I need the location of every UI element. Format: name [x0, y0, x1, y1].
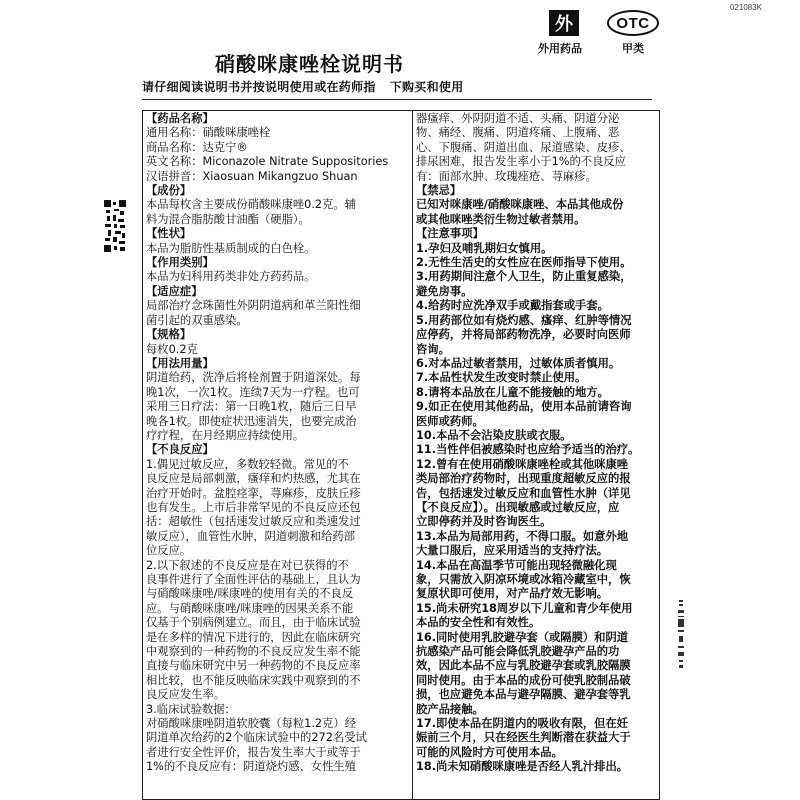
text-line: 告，包括速发过敏反应和血管性水肿（详见	[416, 486, 631, 500]
section-heading: 【适应症】	[146, 284, 203, 298]
text-line: 位反应。	[146, 544, 192, 558]
text-line: 15.尚未研究18周岁以下儿童和青少年使用	[416, 601, 633, 615]
text-line: 同时使用。由于本品的成份可使乳胶制品破	[416, 673, 631, 687]
text-line: 通用名称：硝酸咪康唑栓	[146, 126, 271, 140]
section-heading: 【规格】	[146, 328, 192, 342]
barcode-qr-icon	[104, 200, 126, 252]
text-line: 直接与临床研究中另一种药物的不良反应率	[146, 659, 361, 673]
text-line: 效，因此本品不应与乳胶避孕套或乳胶隔膜	[416, 659, 631, 673]
text-line: 器瘙痒、外阴阴道不适、头痛、阴道分泌	[416, 112, 620, 125]
text-line: 13.本品为局部用药，不得口服。如意外地	[416, 529, 629, 543]
text-line: 对硝酸咪康唑阴道软胶囊（每粒1.2克）经	[146, 717, 357, 731]
text-line: 括：超敏性（包括速发过敏反应和类速发过	[146, 515, 361, 529]
text-line: 复原状即可使用，对产品疗效无影响。	[416, 587, 609, 601]
text-line: 4.给药时应洗净双手或戴指套或手套。	[416, 299, 609, 313]
section-heading: 【用法用量】	[146, 356, 214, 370]
section-heading: 【不良反应】	[146, 443, 214, 457]
text-line: 胶产品接触。	[416, 702, 484, 716]
text-line: 晚1次，一次1枚。连续7天为一疗程。也可	[146, 385, 360, 399]
text-line: 抗感染产品可能会降低乳胶避孕产品的功	[416, 645, 620, 659]
document-code: 021083K	[729, 3, 762, 12]
reading-warning-part2: 下购买和使用	[389, 80, 464, 94]
text-line: 采用三日疗法：第一日晚1枚，随后三日早	[146, 400, 357, 414]
text-line: 娠前三个月，只在经医生判断潜在获益大于	[416, 731, 631, 745]
text-line: 治疗开始时。盆腔痉挛，荨麻疹，皮肤丘疹	[146, 486, 361, 500]
text-line: 菌引起的双重感染。	[146, 313, 248, 327]
section-heading: 【性状】	[146, 227, 192, 241]
text-line: 6.对本品过敏者禁用，过敏体质者慎用。	[416, 356, 621, 370]
text-line: 良事件进行了全面性评估的基础上，且认为	[146, 573, 361, 586]
text-line: 者进行安全性评价，报告发生率大于或等于	[146, 745, 361, 759]
section-heading: 【注意事项】	[416, 227, 484, 241]
text-line: 大量口服后，应采用适当的支持疗法。	[416, 544, 609, 558]
header-rule	[142, 99, 652, 100]
text-line: 仅基于个别病例建立。而且，由于临床试验	[146, 616, 361, 630]
external-use-label: 外用药品	[538, 42, 582, 55]
text-line: 应停药，并将局部药物洗净，必要时向医师	[416, 328, 631, 342]
text-line: 17.即使本品在阴道内的吸收有限，但在妊	[416, 717, 629, 731]
text-line: 敏反应），血管性水肿，阴道刺激和给药部	[146, 529, 355, 543]
text-line: 相比较，也不能反映临床实践中观察到的不	[146, 673, 361, 687]
column-divider	[412, 110, 413, 800]
text-line: 类局部治疗药物时，出现重度超敏反应的报	[416, 472, 631, 486]
text-line: 物、痛经、腹痛、阴道疼痛、上腹痛、恶	[416, 126, 620, 140]
text-line: 料为混合脂肪酸甘油酯（硬脂）。	[146, 212, 310, 226]
text-line: 14.本品在高温季节可能出现轻微融化现	[416, 558, 617, 572]
text-line: 局部治疗念珠菌性外阴阴道病和革兰阳性细	[146, 299, 361, 313]
text-line: 有：面部水肿、玫瑰痤疮、荨麻疹。	[416, 169, 597, 183]
text-line: 8.请将本品放在儿童不能接触的地方。	[416, 385, 609, 399]
text-line: 1.孕妇及哺乳期妇女慎用。	[416, 241, 553, 255]
text-line: 心、下腹痛、阴道出血、尿道感染、皮疹、	[416, 140, 631, 154]
document-title: 硝酸咪康唑栓说明书	[215, 52, 404, 76]
text-line: 已知对咪康唑/硝酸咪康唑、本品其他成份	[416, 198, 624, 212]
left-column	[146, 112, 408, 775]
text-line: 本品每枚含主要成份硝酸咪康唑0.2克。辅	[146, 198, 357, 212]
text-line: 立即停药并及时咨询医生。	[416, 515, 552, 529]
text-line: 2.以下叙述的不良反应是在对已获得的不	[146, 558, 349, 572]
text-line: 也有发生。上市后非常罕见的不良反应还包	[146, 500, 361, 514]
text-line: 疗疗程，在月经期应持续使用。	[146, 428, 305, 442]
text-line: 3.临床试验数据：	[146, 702, 236, 716]
text-line: 医师或药师。	[416, 414, 484, 428]
text-line: 11.当性伴侣被感染时也应给予适当的治疗。	[416, 443, 640, 457]
text-line: 2.无性生活史的女性应在医师指导下使用。	[416, 256, 632, 270]
text-line: 或其他咪唑类衍生物过敏者禁用。	[416, 212, 586, 226]
text-line: 象，只需放入阴凉环境或冰箱冷藏室中，恢	[416, 573, 631, 586]
side-registration-mark-icon	[676, 600, 686, 670]
text-line: 汉语拼音：Xiaosuan Mikangzuo Shuan	[146, 169, 358, 183]
text-line: 5.用药部位如有烧灼感、瘙痒、红肿等情况	[416, 313, 632, 327]
section-heading: 【药品名称】	[146, 112, 214, 125]
section-heading: 【不良反应】）。出现敏感或过敏反应，应	[416, 500, 620, 514]
text-line: 晚各1枚。即使症状迅速消失，也要完成治	[146, 414, 357, 428]
text-line: 排尿困难，报告发生率小于1%的不良反应	[416, 155, 626, 169]
right-column	[416, 112, 658, 775]
text-line: 12.曾有在使用硝酸咪康唑栓或其他咪康唑	[416, 457, 629, 471]
section-heading: 【禁忌】	[416, 184, 462, 198]
text-line: 中观察到的一种药物的不良反应发生率不能	[146, 645, 361, 659]
text-line: 阴道单次给药的2个临床试验中的272名受试	[146, 731, 367, 745]
text-line: 7.本品性状发生改变时禁止使用。	[416, 371, 587, 385]
reading-warning-part1: 请仔细阅读说明书并按说明使用或在药师指	[142, 80, 376, 94]
text-line: 10.本品不会沾染皮肤或衣服。	[416, 428, 572, 442]
otc-logo: OTC	[607, 10, 659, 36]
text-line: 避免房事。	[416, 284, 473, 298]
text-line: 3.用药期间注意个人卫生，防止重复感染，	[416, 270, 632, 284]
text-line: 本品为妇科用药类非处方药药品。	[146, 270, 316, 284]
text-line: 阴道给药，洗净后将栓剂置于阴道深处。每	[146, 371, 361, 385]
text-line: 应。与硝酸咪康唑/咪康唑的因果关系不能	[146, 601, 354, 615]
text-line: 可能的风险时方可使用本品。	[416, 745, 563, 759]
text-line: 16.同时使用乳胶避孕套（或隔膜）和阴道	[416, 630, 629, 644]
reading-warning	[142, 78, 464, 95]
text-line: 18.尚未知硝酸咪康唑是否经人乳汁排出。	[416, 760, 629, 774]
text-line: 损，也应避免本品与避孕隔膜、避孕套等乳	[416, 688, 631, 702]
text-line: 是在多样的情况下进行的，因此在临床研究	[146, 630, 361, 644]
text-line: 每枚0.2克	[146, 342, 198, 356]
text-line: 1.偶见过敏反应，多数较轻微。常见的不	[146, 457, 349, 471]
text-line: 商品名称：达克宁®	[146, 140, 248, 154]
text-line: 本品为脂肪性基质制成的白色栓。	[146, 241, 316, 255]
text-line: 良反应发生率。	[146, 688, 226, 702]
section-heading: 【成份】	[146, 184, 192, 198]
text-line: 1%的不良反应有：阴道烧灼感、女性生殖	[146, 760, 356, 774]
text-line: 与硝酸咪康唑/咪康唑的使用有关的不良反	[146, 587, 354, 601]
text-line: 良反应是局部刺激，瘙痒和灼热感，尤其在	[146, 472, 361, 486]
text-line: 英文名称：Miconazole Nitrate Suppositories	[146, 155, 389, 169]
otc-class-label: 甲类	[622, 42, 644, 55]
external-use-badge: 外	[549, 10, 579, 36]
text-line: 咨询。	[416, 342, 450, 356]
text-line: 本品的安全性和有效性。	[416, 616, 541, 630]
text-line: 9.如正在使用其他药品，使用本品前请咨询	[416, 400, 632, 414]
section-heading: 【作用类别】	[146, 256, 214, 270]
